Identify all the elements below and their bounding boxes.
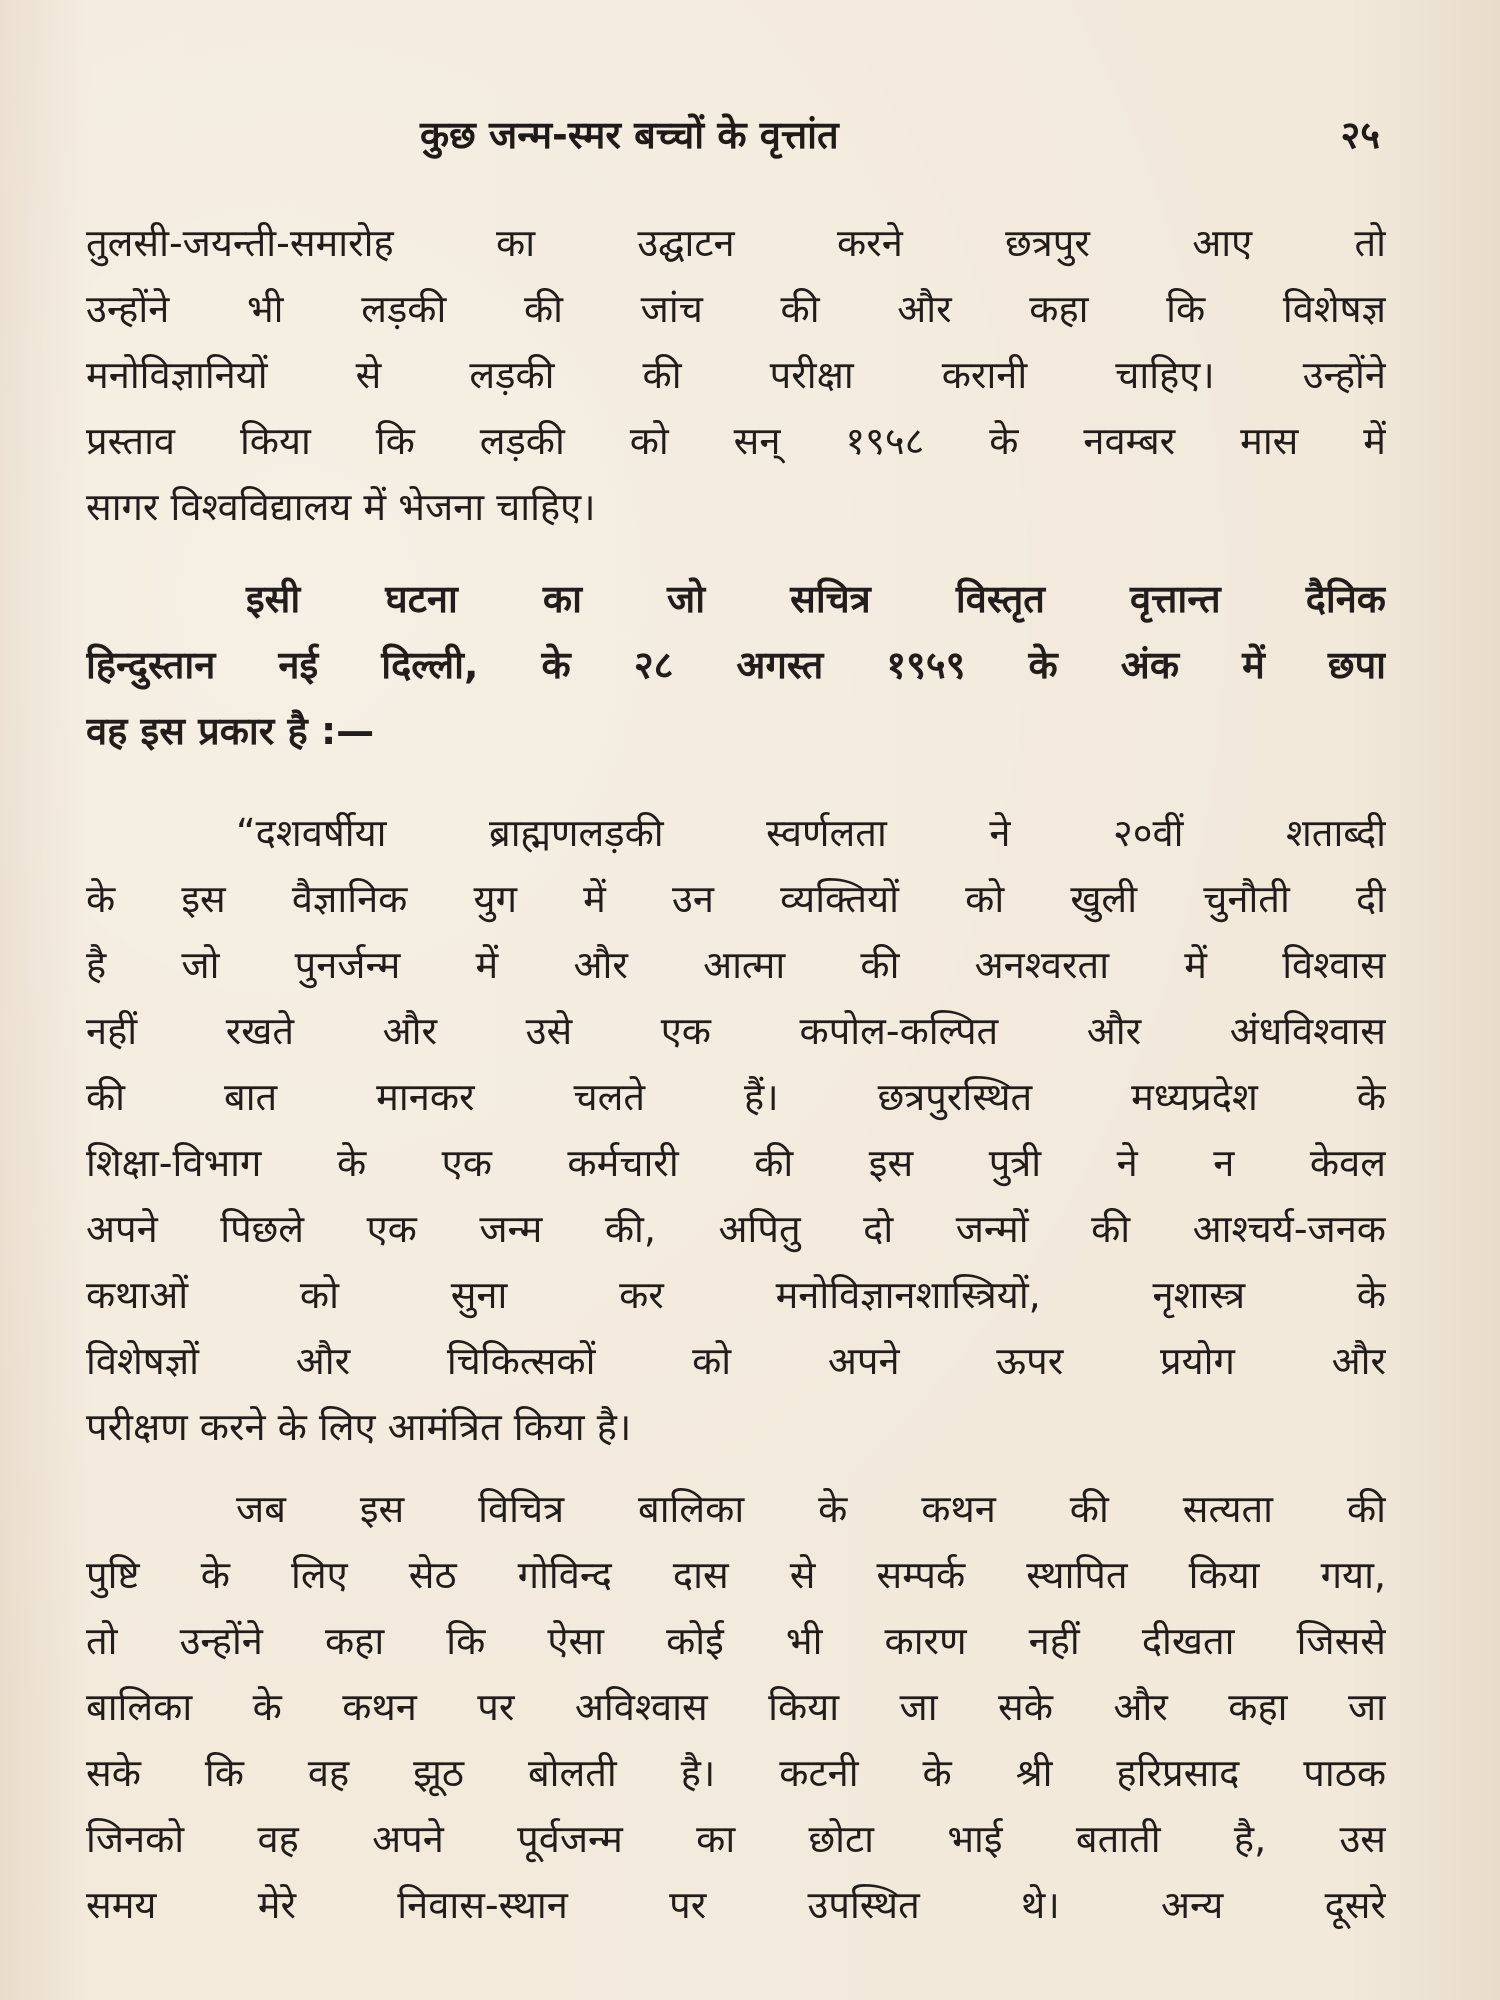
text-line: जिनको वह अपने पूर्वजन्म का छोटा भाई बताती है, उस	[86, 1817, 1386, 1861]
text-line: मनोविज्ञानियों से लड़की की परीक्षा करानी चाहिए। उन्होंने	[86, 353, 1386, 397]
text-line: प्रस्ताव किया कि लड़की को सन् १९५८ के नवम्बर मास में	[86, 419, 1386, 463]
paragraph-2-bold	[86, 566, 1386, 764]
text-line: सके कि वह झूठ बोलती है। कटनी के श्री हरिप्रसाद पाठक	[86, 1751, 1386, 1795]
paragraph-4	[86, 1476, 1386, 1938]
text-line: जब इस विचित्र बालिका के कथन की सत्यता की	[236, 1487, 1386, 1531]
text-line: कथाओं को सुना कर मनोविज्ञानशास्त्रियों, नृशास्त्र के	[86, 1273, 1386, 1317]
text-line: तुलसी-जयन्ती-समारोह का उद्घाटन करने छत्रपुर आए तो	[86, 221, 1386, 265]
page-number: २५	[1340, 113, 1380, 157]
paragraph-1	[86, 210, 1386, 540]
text-line: अपने पिछले एक जन्म की, अपितु दो जन्मों की आश्चर्य-जनक	[86, 1207, 1386, 1251]
text-line: समय मेरे निवास-स्थान पर उपस्थित थे। अन्य दूसरे	[86, 1883, 1386, 1927]
text-line: परीक्षण करने के लिए आमंत्रित किया है।	[86, 1405, 632, 1449]
running-head-title: कुछ जन्म-स्मर बच्चों के वृत्तांत	[420, 113, 839, 157]
paragraph-3-quote	[86, 800, 1386, 1460]
text-line: है जो पुनर्जन्म में और आत्मा की अनश्वरता में विश्वास	[86, 943, 1386, 987]
text-line: बालिका के कथन पर अविश्वास किया जा सके और कहा जा	[86, 1685, 1386, 1729]
text-line: हिन्दुस्तान नई दिल्ली, के २८ अगस्त १९५९ के अंक में छपा	[86, 643, 1386, 687]
text-line: सागर विश्वविद्यालय में भेजना चाहिए।	[86, 485, 596, 529]
text-line: उन्होंने भी लड़की की जांच की और कहा कि विशेषज्ञ	[86, 287, 1386, 331]
running-head	[0, 108, 1500, 168]
text-line: की बात मानकर चलते हैं। छत्रपुरस्थित मध्यप्रदेश के	[86, 1075, 1386, 1119]
text-line: तो उन्होंने कहा कि ऐसा कोई भी कारण नहीं दीखता जिससे	[86, 1619, 1386, 1663]
text-line: नहीं रखते और उसे एक कपोल-कल्पित और अंधविश्वास	[86, 1009, 1386, 1053]
text-line: विशेषज्ञों और चिकित्सकों को अपने ऊपर प्रयोग और	[86, 1339, 1386, 1383]
text-line: के इस वैज्ञानिक युग में उन व्यक्तियों को खुली चुनौती दी	[86, 877, 1386, 921]
text-line: “दशवर्षीया ब्राह्मणलड़की स्वर्णलता ने २०वीं शताब्दी	[236, 811, 1386, 855]
text-line: वह इस प्रकार है :—	[86, 709, 375, 753]
text-line: इसी घटना का जो सचित्र विस्तृत वृत्तान्त दैनिक	[246, 577, 1386, 621]
text-line: शिक्षा-विभाग के एक कर्मचारी की इस पुत्री ने न केवल	[86, 1141, 1386, 1185]
text-line: पुष्टि के लिए सेठ गोविन्द दास से सम्पर्क स्थापित किया गया,	[86, 1553, 1386, 1597]
